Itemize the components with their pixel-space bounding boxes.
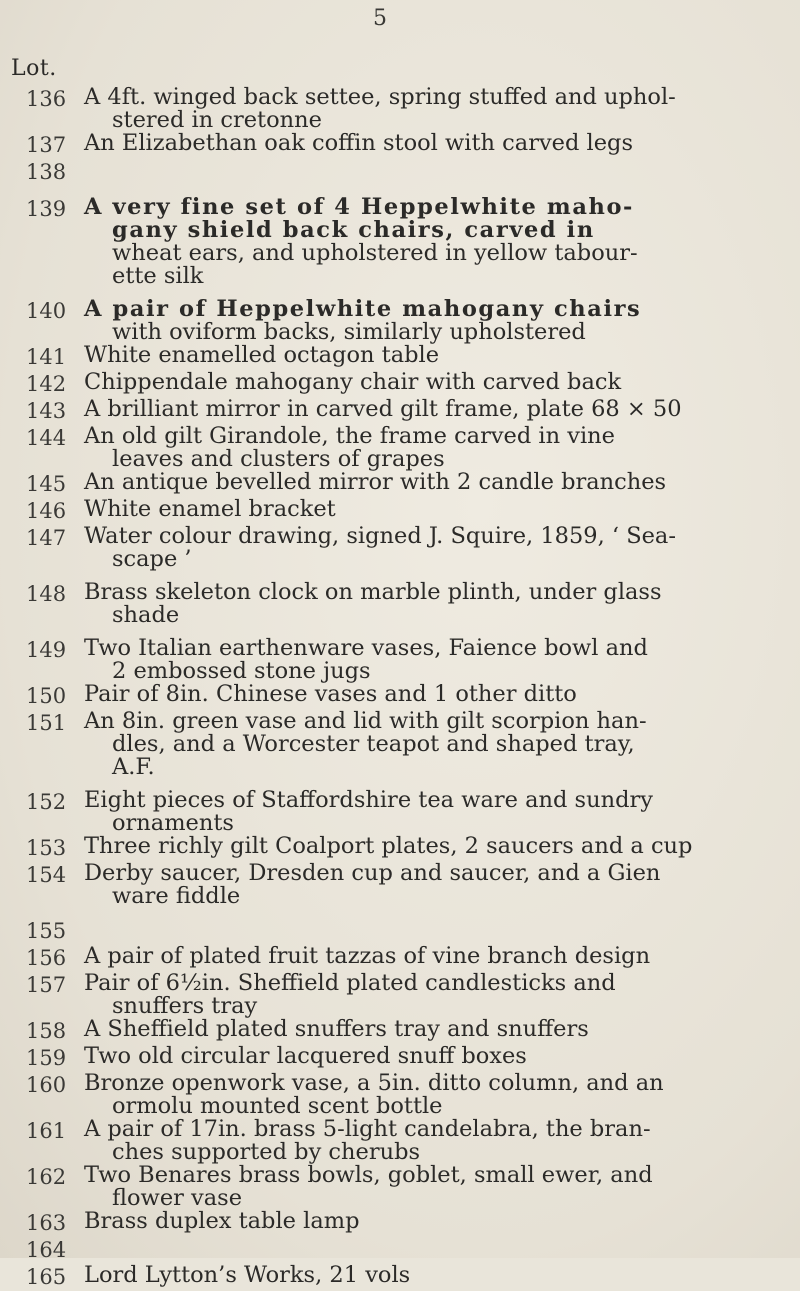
- lot-description-line: ware fiddle: [112, 883, 241, 909]
- lot-description: [84, 525, 790, 571]
- lot-description-line: Derby saucer, Dresden cup and saucer, and a Gien: [84, 860, 661, 886]
- lot-entry: [0, 196, 790, 288]
- lot-description: [84, 945, 790, 968]
- lot-description-line: Two old circular lacquered snuff boxes: [84, 1043, 527, 1069]
- lot-description-line: Water colour drawing, signed J. Squire, 1859, ‘ Sea-: [84, 523, 676, 549]
- lot-entry: [0, 398, 790, 425]
- lot-number: 139: [26, 197, 67, 221]
- lot-entry: [0, 945, 790, 972]
- lot-number: 155: [26, 919, 67, 943]
- lot-entry: [0, 1118, 790, 1164]
- lot-entry: [0, 835, 790, 862]
- lot-description-line: Two Benares brass bowls, goblet, small ewer, and: [84, 1162, 653, 1188]
- lot-entry: [0, 525, 790, 571]
- lot-description-line: Two Italian earthenware vases, Faience bowl and: [84, 635, 648, 661]
- lot-number: 145: [26, 472, 67, 496]
- lot-description: [84, 1210, 790, 1233]
- lot-description: [84, 298, 790, 344]
- lot-entry: [0, 371, 790, 398]
- lot-number: 160: [26, 1073, 67, 1097]
- lot-entry: [0, 425, 790, 471]
- lot-number: 163: [26, 1211, 67, 1235]
- lot-description-line: leaves and clusters of grapes: [112, 446, 445, 472]
- lot-number: 146: [26, 499, 67, 523]
- lot-number: 148: [26, 582, 67, 606]
- lot-description-line: A pair of plated fruit tazzas of vine branch design: [84, 943, 651, 969]
- lot-description: [84, 1072, 790, 1118]
- lot-description-line: Three richly gilt Coalport plates, 2 saucers and a cup: [84, 833, 693, 859]
- lot-description-line: A brilliant mirror in carved gilt frame, plate 68 × 50: [84, 396, 682, 422]
- lot-description-line: with oviform backs, similarly upholstered: [112, 319, 586, 345]
- lot-description: [84, 344, 790, 367]
- lot-number: 137: [26, 133, 67, 157]
- lot-description-line: Brass skeleton clock on marble plinth, under glass: [84, 579, 662, 605]
- lot-number: 141: [26, 345, 67, 369]
- lot-entry: [0, 1210, 790, 1237]
- lot-description-line: A 4ft. winged back settee, spring stuffed and uphol-: [84, 84, 676, 110]
- lot-description-line: flower vase: [112, 1185, 243, 1211]
- lot-number: 157: [26, 973, 67, 997]
- lot-number: 165: [26, 1265, 67, 1289]
- lot-description-line: Pair of 8in. Chinese vases and 1 other ditto: [84, 681, 577, 707]
- lot-description-line: gany shield back chairs, carved in: [112, 217, 595, 243]
- lot-entry: [0, 581, 790, 627]
- lot-description-line: An 8in. green vase and lid with gilt scorpion han-: [84, 708, 647, 734]
- lot-entry: [0, 1045, 790, 1072]
- lot-entry: [0, 789, 790, 835]
- lot-entry: [0, 710, 790, 779]
- lot-entry: [0, 159, 790, 186]
- lot-list: [0, 86, 790, 1291]
- lot-description-line: An Elizabethan oak coffin stool with carved legs: [84, 130, 633, 156]
- lot-description-line: ormolu mounted scent bottle: [112, 1093, 443, 1119]
- lot-number: 142: [26, 372, 67, 396]
- lot-entry: [0, 1164, 790, 1210]
- lot-entry: [0, 1018, 790, 1045]
- lot-entry: [0, 972, 790, 1018]
- lot-description: [84, 1118, 790, 1164]
- lot-entry: [0, 86, 790, 132]
- lot-number: 151: [26, 711, 67, 735]
- lot-description-line: An antique bevelled mirror with 2 candle branches: [84, 469, 667, 495]
- lot-description-line: 2 embossed stone jugs: [112, 658, 371, 684]
- lot-description-line: Brass duplex table lamp: [84, 1208, 360, 1234]
- lot-description: [84, 132, 790, 155]
- lot-number: 136: [26, 87, 67, 111]
- lot-number: 159: [26, 1046, 67, 1070]
- lot-entry: [0, 498, 790, 525]
- lot-entry: [0, 918, 790, 945]
- lot-description-line: A pair of 17in. brass 5-light candelabra, the bran-: [84, 1116, 651, 1142]
- lot-number: 150: [26, 684, 67, 708]
- lot-entry: [0, 1237, 790, 1264]
- lot-description-line: Pair of 6½in. Sheffield plated candlesticks and: [84, 970, 616, 996]
- lot-number: 156: [26, 946, 67, 970]
- lot-description-line: scape ’: [112, 546, 192, 572]
- lot-number: 162: [26, 1165, 67, 1189]
- lot-description-line: wheat ears, and upholstered in yellow tabour-: [112, 240, 638, 266]
- lot-description: [84, 371, 790, 394]
- lot-entry: [0, 132, 790, 159]
- lot-description-line: A Sheffield plated snuffers tray and snuffers: [84, 1016, 589, 1042]
- lot-description-line: ette silk: [112, 263, 204, 289]
- lot-entry: [0, 471, 790, 498]
- lot-number: 143: [26, 399, 67, 423]
- lot-description: [84, 1164, 790, 1210]
- lot-entry: [0, 1264, 790, 1291]
- lot-description: [84, 425, 790, 471]
- lot-description: [84, 637, 790, 683]
- lot-entry: [0, 683, 790, 710]
- lot-description-line: Bronze openwork vase, a 5in. ditto column, and an: [84, 1070, 664, 1096]
- lot-description: [84, 862, 790, 908]
- lot-description-line: An old gilt Girandole, the frame carved in vine: [84, 423, 615, 449]
- lot-description-line: White enamel bracket: [84, 496, 336, 522]
- lot-description-line: Eight pieces of Staffordshire tea ware and sundry: [84, 787, 653, 813]
- lot-description-line: shade: [112, 602, 180, 628]
- lot-number: 147: [26, 526, 67, 550]
- lot-entry: [0, 1072, 790, 1118]
- lot-number: 153: [26, 836, 67, 860]
- lot-description: [84, 710, 790, 779]
- lot-number: 138: [26, 160, 67, 184]
- lot-description: [84, 398, 790, 421]
- lot-description-line: A pair of Heppelwhite mahogany chairs: [84, 296, 642, 322]
- lot-number: 140: [26, 299, 67, 323]
- lot-description: [84, 498, 790, 521]
- lot-description-line: Chippendale mahogany chair with carved back: [84, 369, 622, 395]
- lot-description: [84, 835, 790, 858]
- lot-number: 152: [26, 790, 67, 814]
- lot-description: [84, 972, 790, 1018]
- lot-description: [84, 471, 790, 494]
- lot-number: 149: [26, 638, 67, 662]
- lot-description-line: stered in cretonne: [112, 107, 322, 133]
- lot-column-heading: Lot.: [11, 56, 57, 81]
- lot-entry: [0, 862, 790, 908]
- lot-description-line: A.F.: [112, 754, 155, 780]
- lot-entry: [0, 637, 790, 683]
- lot-description-line: A very fine set of 4 Heppelwhite maho-: [84, 194, 634, 220]
- page-number: 5: [373, 6, 387, 31]
- lot-description-line: ches supported by cherubs: [112, 1139, 421, 1165]
- lot-description: [84, 581, 790, 627]
- lot-entry: [0, 344, 790, 371]
- lot-description: [84, 789, 790, 835]
- lot-number: 164: [26, 1238, 67, 1262]
- lot-description-line: Lord Lytton’s Works, 21 vols: [84, 1262, 411, 1288]
- lot-entry: [0, 298, 790, 344]
- lot-description: [84, 1018, 790, 1041]
- lot-description-line: White enamelled octagon table: [84, 342, 440, 368]
- lot-number: 154: [26, 863, 67, 887]
- lot-description-line: ornaments: [112, 810, 234, 836]
- lot-description: [84, 196, 790, 288]
- lot-description-line: dles, and a Worcester teapot and shaped tray,: [112, 731, 635, 757]
- lot-number: 158: [26, 1019, 67, 1043]
- lot-description: [84, 1045, 790, 1068]
- lot-description: [84, 1264, 790, 1287]
- lot-number: 144: [26, 426, 67, 450]
- lot-number: 161: [26, 1119, 67, 1143]
- lot-description: [84, 86, 790, 132]
- lot-description: [84, 683, 790, 706]
- lot-description-line: snuffers tray: [112, 993, 258, 1019]
